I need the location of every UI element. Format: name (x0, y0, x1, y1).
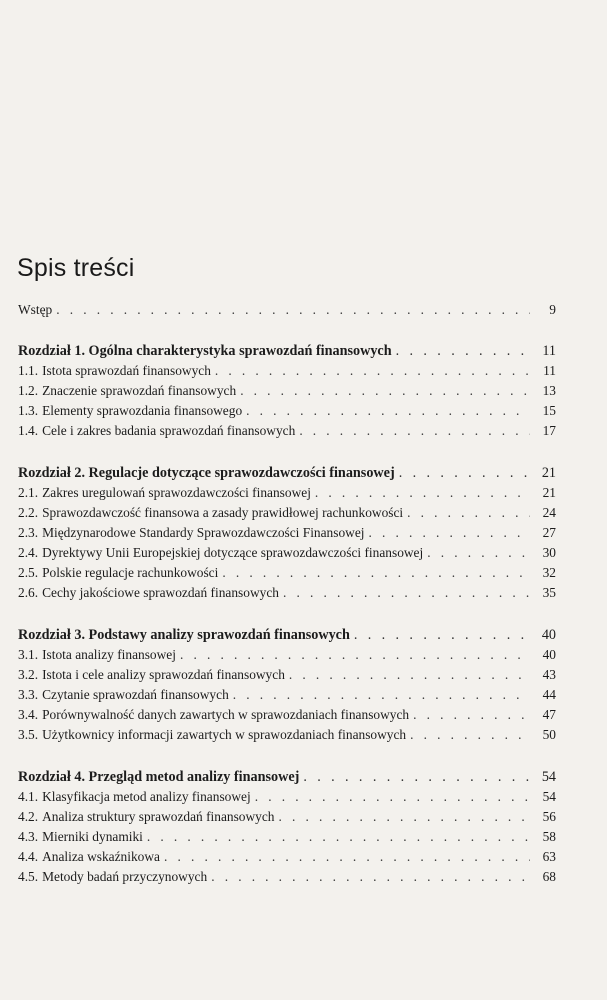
dot-leader (233, 685, 530, 705)
toc-entry (18, 401, 556, 421)
toc-entry (18, 543, 556, 563)
toc-entry-number: 3.2. (18, 667, 39, 682)
toc-entry-label: Znaczenie sprawozdań finansowych (42, 383, 237, 398)
toc-page-number: 43 (542, 667, 556, 682)
toc-page-number: 13 (542, 383, 556, 398)
toc-entry (18, 665, 556, 685)
toc-chapter-2 (18, 463, 556, 483)
toc-entry (18, 645, 556, 665)
toc-page-number: 58 (542, 829, 556, 844)
toc-page-number: 9 (549, 302, 556, 317)
toc-page-number: 11 (543, 363, 556, 378)
dot-leader (427, 543, 530, 563)
toc-entry (18, 583, 556, 603)
dot-leader (354, 625, 530, 645)
dot-leader (407, 503, 530, 523)
toc-entry (18, 421, 556, 441)
toc-entry (18, 685, 556, 705)
page-title: Spis treści (17, 254, 135, 282)
toc-entry (18, 563, 556, 583)
toc-chapter-4 (18, 767, 556, 787)
toc-entry (18, 523, 556, 543)
toc-entry (18, 725, 556, 745)
toc-entry-number: 4.2. (18, 809, 39, 824)
toc-page-number: 50 (542, 727, 556, 742)
toc-entry-label: Analiza struktury sprawozdań finansowych (42, 809, 275, 824)
toc-entry (18, 381, 556, 401)
toc-entry-label: Zakres uregulowań sprawozdawczości finansowej (42, 485, 311, 500)
toc-page-number: 40 (542, 647, 556, 662)
toc-entry-intro (18, 300, 556, 320)
dot-leader (56, 300, 530, 320)
toc-entry-label: Istota sprawozdań finansowych (42, 363, 211, 378)
toc-entry (18, 807, 556, 827)
toc-entry-number: 2.3. (18, 525, 39, 540)
toc-entry-number: 2.2. (18, 505, 39, 520)
dot-leader (413, 705, 530, 725)
toc-page-number: 30 (542, 545, 556, 560)
toc-entry-label: Analiza wskaźnikowa (42, 849, 160, 864)
toc-entry (18, 503, 556, 523)
toc-entry-number: 2.5. (18, 565, 39, 580)
toc-entry (18, 847, 556, 867)
dot-leader (410, 725, 530, 745)
dot-leader (279, 807, 530, 827)
toc-page-number: 21 (542, 485, 556, 500)
toc-page-number: 35 (542, 585, 556, 600)
dot-leader (222, 563, 530, 583)
dot-leader (215, 361, 530, 381)
toc-entry-number: 1.3. (18, 403, 39, 418)
toc-entry (18, 361, 556, 381)
dot-leader (255, 787, 530, 807)
toc-chapter-label: Rozdział 4. Przegląd metod analizy finansowej (18, 769, 300, 785)
toc-entry-label: Wstęp (18, 302, 53, 317)
toc-entry-label: Istota i cele analizy sprawozdań finansowych (42, 667, 285, 682)
dot-leader (180, 645, 530, 665)
toc-entry-label: Elementy sprawozdania finansowego (42, 403, 243, 418)
toc-page-number: 15 (542, 403, 556, 418)
toc-chapter-label: Rozdział 2. Regulacje dotyczące sprawozdawczości finansowej (18, 465, 395, 481)
toc-entry-label: Istota analizy finansowej (42, 647, 176, 662)
toc-entry-number: 3.4. (18, 707, 39, 722)
toc-entry-label: Polskie regulacje rachunkowości (42, 565, 219, 580)
toc-page-number: 24 (542, 505, 556, 520)
dot-leader (315, 483, 530, 503)
toc-entry-number: 4.3. (18, 829, 39, 844)
toc-page-number: 44 (542, 687, 556, 702)
toc-entry (18, 787, 556, 807)
dot-leader (396, 341, 530, 361)
dot-leader (303, 767, 530, 787)
dot-leader (147, 827, 530, 847)
toc-entry-label: Mierniki dynamiki (42, 829, 143, 844)
toc-chapter-label: Rozdział 3. Podstawy analizy sprawozdań finansowych (18, 627, 350, 643)
dot-leader (164, 847, 530, 867)
dot-leader (299, 421, 530, 441)
toc-page-number: 54 (542, 789, 556, 804)
toc-entry-number: 4.5. (18, 869, 39, 884)
toc-entry-label: Użytkownicy informacji zawartych w sprawozdaniach finansowych (42, 727, 407, 742)
toc-entry-number: 2.6. (18, 585, 39, 600)
toc-page-number: 63 (542, 849, 556, 864)
toc-page-number: 56 (542, 809, 556, 824)
dot-leader (283, 583, 530, 603)
toc-page-number: 47 (542, 707, 556, 722)
toc-entry-label: Cele i zakres badania sprawozdań finansowych (42, 423, 296, 438)
toc-entry-label: Klasyfikacja metod analizy finansowej (42, 789, 251, 804)
toc-entry-number: 1.4. (18, 423, 39, 438)
toc-page-number: 11 (542, 343, 556, 359)
toc-page-number: 54 (541, 769, 556, 785)
toc-entry-label: Cechy jakościowe sprawozdań finansowych (42, 585, 279, 600)
table-of-contents (18, 300, 556, 887)
toc-entry (18, 827, 556, 847)
toc-entry-label: Porównywalność danych zawartych w sprawozdaniach finansowych (42, 707, 410, 722)
toc-entry-number: 2.1. (18, 485, 39, 500)
toc-page-number: 32 (542, 565, 556, 580)
dot-leader (240, 381, 530, 401)
toc-entry-label: Metody badań przyczynowych (42, 869, 208, 884)
toc-entry-number: 4.4. (18, 849, 39, 864)
toc-chapter-3 (18, 625, 556, 645)
dot-leader (289, 665, 530, 685)
toc-entry (18, 867, 556, 887)
dot-leader (369, 523, 531, 543)
toc-entry-label: Czytanie sprawozdań finansowych (42, 687, 229, 702)
dot-leader (211, 867, 530, 887)
toc-entry-number: 4.1. (18, 789, 39, 804)
toc-entry-number: 3.3. (18, 687, 39, 702)
toc-page-number: 21 (541, 465, 556, 481)
toc-page-number: 68 (542, 869, 556, 884)
toc-page-number: 17 (542, 423, 556, 438)
toc-entry-label: Dyrektywy Unii Europejskiej dotyczące sprawozdawczości finansowej (42, 545, 424, 560)
toc-page-number: 27 (542, 525, 556, 540)
toc-entry-label: Międzynarodowe Standardy Sprawozdawczości Finansowej (42, 525, 365, 540)
toc-entry-number: 3.5. (18, 727, 39, 742)
dot-leader (399, 463, 530, 483)
toc-entry-label: Sprawozdawczość finansowa a zasady prawidłowej rachunkowości (42, 505, 404, 520)
toc-entry (18, 483, 556, 503)
toc-entry-number: 1.1. (18, 363, 39, 378)
toc-entry-number: 3.1. (18, 647, 39, 662)
toc-entry (18, 705, 556, 725)
toc-chapter-1 (18, 341, 556, 361)
toc-entry-number: 1.2. (18, 383, 39, 398)
toc-chapter-label: Rozdział 1. Ogólna charakterystyka sprawozdań finansowych (18, 343, 392, 359)
dot-leader (246, 401, 530, 421)
toc-entry-number: 2.4. (18, 545, 39, 560)
toc-page-number: 40 (541, 627, 556, 643)
